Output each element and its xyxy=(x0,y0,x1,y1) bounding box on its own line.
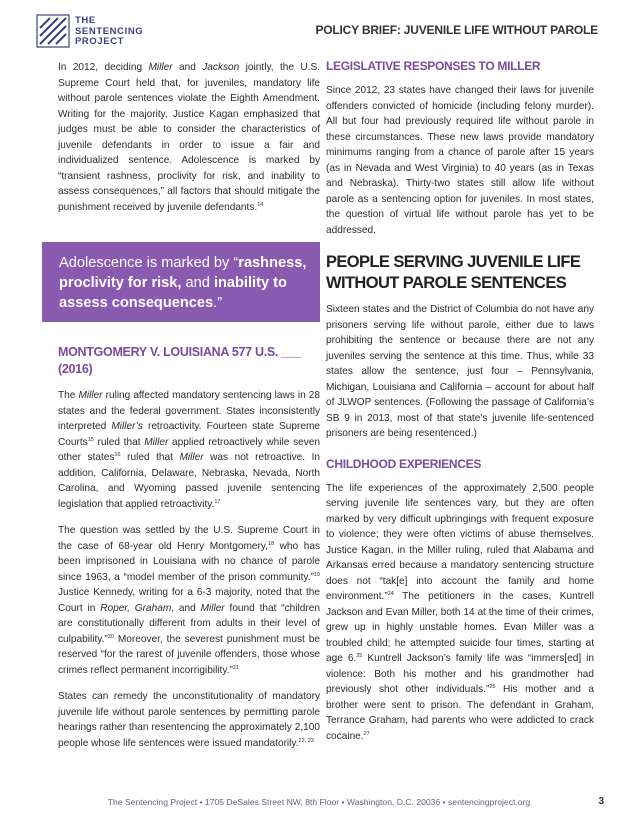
montgomery-paragraph: The question was settled by the U.S. Supreme Court in the case of 68-year old Henry Montgomery,$^{18}$ who has been imprisoned in Louisiana with no chance of parole since 1963, a “model member of the prison community.”$^{19}$ Justice Kennedy, writing for a 6-3 majority, noted that the Court in Roper, Graham, and Miller found that “children are constitutionally different from adults in their level of culpability.”$^{20}$ Moreover, the severest punishment must be reserved “for the rarest of juvenile offenders, those whose crimes reflect permanent incorrigibility.”$^{21}$ xyxy=(58,525,321,676)
right-column xyxy=(326,58,594,744)
intro-paragraph: In 2012, deciding Miller and Jackson jointly, the U.S. Supreme Court held that, for juveniles, mandatory life without parole sentences violate the Eighth Amendment. Writing for the majority, Justice Kagan emphasized that judges must be able to consider the characteristics of juvenile defendants in order to issue a fair and individualized sentence. Adolescence is marked by “transient rashness, proclivity for risk, and inability to assess consequences,” all factors that should mitigate the punishment received by juvenile defendants.$^{14}$ xyxy=(58,62,320,213)
page-number: 3 xyxy=(598,796,604,807)
logo-line-3: PROJECT xyxy=(75,36,125,47)
miller-retroactivity-paragraph: The Miller ruling affected mandatory sentencing laws in 28 states and the federal government. States inconsistently interpreted Miller’s retroactivity. Fourteen state Supreme Courts$^{15}$ ruled that Miller applied retroactively while seven other states$^{16}$ ruled that Miller was not retroactive. In addition, California, Delaware, Nebraska, Nevada, North Carolina, and Wyoming passed juvenile sentencing legislation that applied retroactivity.$^{17}$ xyxy=(58,390,320,510)
remedy-paragraph: States can remedy the unconstitutionality of mandatory juvenile life without parole sentences by permitting parole hearings rather than resentencing the approximately 2,100 people whose life sentences were issued mandatorily.$^{22, 23}$ xyxy=(58,691,320,749)
logo-line-2: SENTENCING xyxy=(75,25,144,37)
montgomery-heading: MONTGOMERY V. LOUISIANA 577 U.S. ___ (2016) xyxy=(58,345,302,376)
logo-mark-icon xyxy=(36,14,70,48)
sentencing-project-logo xyxy=(36,14,146,48)
childhood-paragraph: The life experiences of the approximately 2,500 people serving juvenile life sentences vary, but they are often marked by very difficult upbringings with frequent exposure to violence; they were often victims of abuse themselves. Justice Kagan, in the Miller ruling, ruled that Alabama and Arkansas erred because a mandatory sentencing structure does not “tak[e] into account the family and home environment.”$^{24}$ The petitioners in the cases, Kuntrell Jackson and Evan Miller, both 14 at the time of their crimes, grew up in highly unstable homes. Evan Miller was a troubled child; he attempted suicide four times, starting at age 6.25 Kuntrell Jackson’s family life was “immers[ed] in violence: Both his mother and his grandmother had previously shot other individuals.”$^{26}$ His mother and a brother were sent to prison. The defendant in Graham, Terrance Graham, had parents who were addicted to crack cocaine.$^{27}$ xyxy=(326,482,594,742)
page-footer: The Sentencing Project • 1705 DeSales Street NW, 8th Floor • Washington, D.C. 20036 • sentencingproject.org xyxy=(107,797,531,807)
logo-line-1: THE xyxy=(75,15,96,26)
childhood-heading: CHILDHOOD EXPERIENCES xyxy=(326,456,482,471)
left-column-bottom xyxy=(58,344,320,751)
legislative-paragraph: Since 2012, 23 states have changed their laws for juvenile offenders convicted of homicide (including felony murder). All but four had previously required life without parole in these circumstances. These new laws provide mandatory minimums ranging from a chance of parole after 15 years (as in Nevada and West Virginia) to 40 years (as in Texas and Nebraska). Thirty-two states still allow life without parole as a sentencing option for juveniles. In most states, the question of virtual life without parole has yet to be addressed. xyxy=(326,85,594,236)
left-column-top xyxy=(58,60,320,215)
legislative-heading: LEGISLATIVE RESPONSES TO MILLER xyxy=(326,59,541,73)
people-serving-heading: PEOPLE SERVING JUVENILE LIFE WITHOUT PAROLE SENTENCES xyxy=(326,253,581,292)
people-serving-paragraph: Sixteen states and the District of Columbia do not have any prisoners serving life without parole, either due to laws prohibiting the sentence or because there are not any juveniles serving the sentence at this time. Thus, while 33 states allow the sentence, just four – Pennsylvania, Michigan, Louisiana and California – account for about half of JLWOP sentences. (Following the passage of California’s SB 9 in 2013, most of that state’s juvenile life-sentenced prisoners are being resentenced.) xyxy=(326,304,594,439)
pull-quote: Adolescence is marked by “rashness, proclivity for risk, and inability to assess consequences.” xyxy=(42,242,320,322)
policy-brief-title: POLICY BRIEF: JUVENILE LIFE WITHOUT PAROLE xyxy=(315,23,598,37)
